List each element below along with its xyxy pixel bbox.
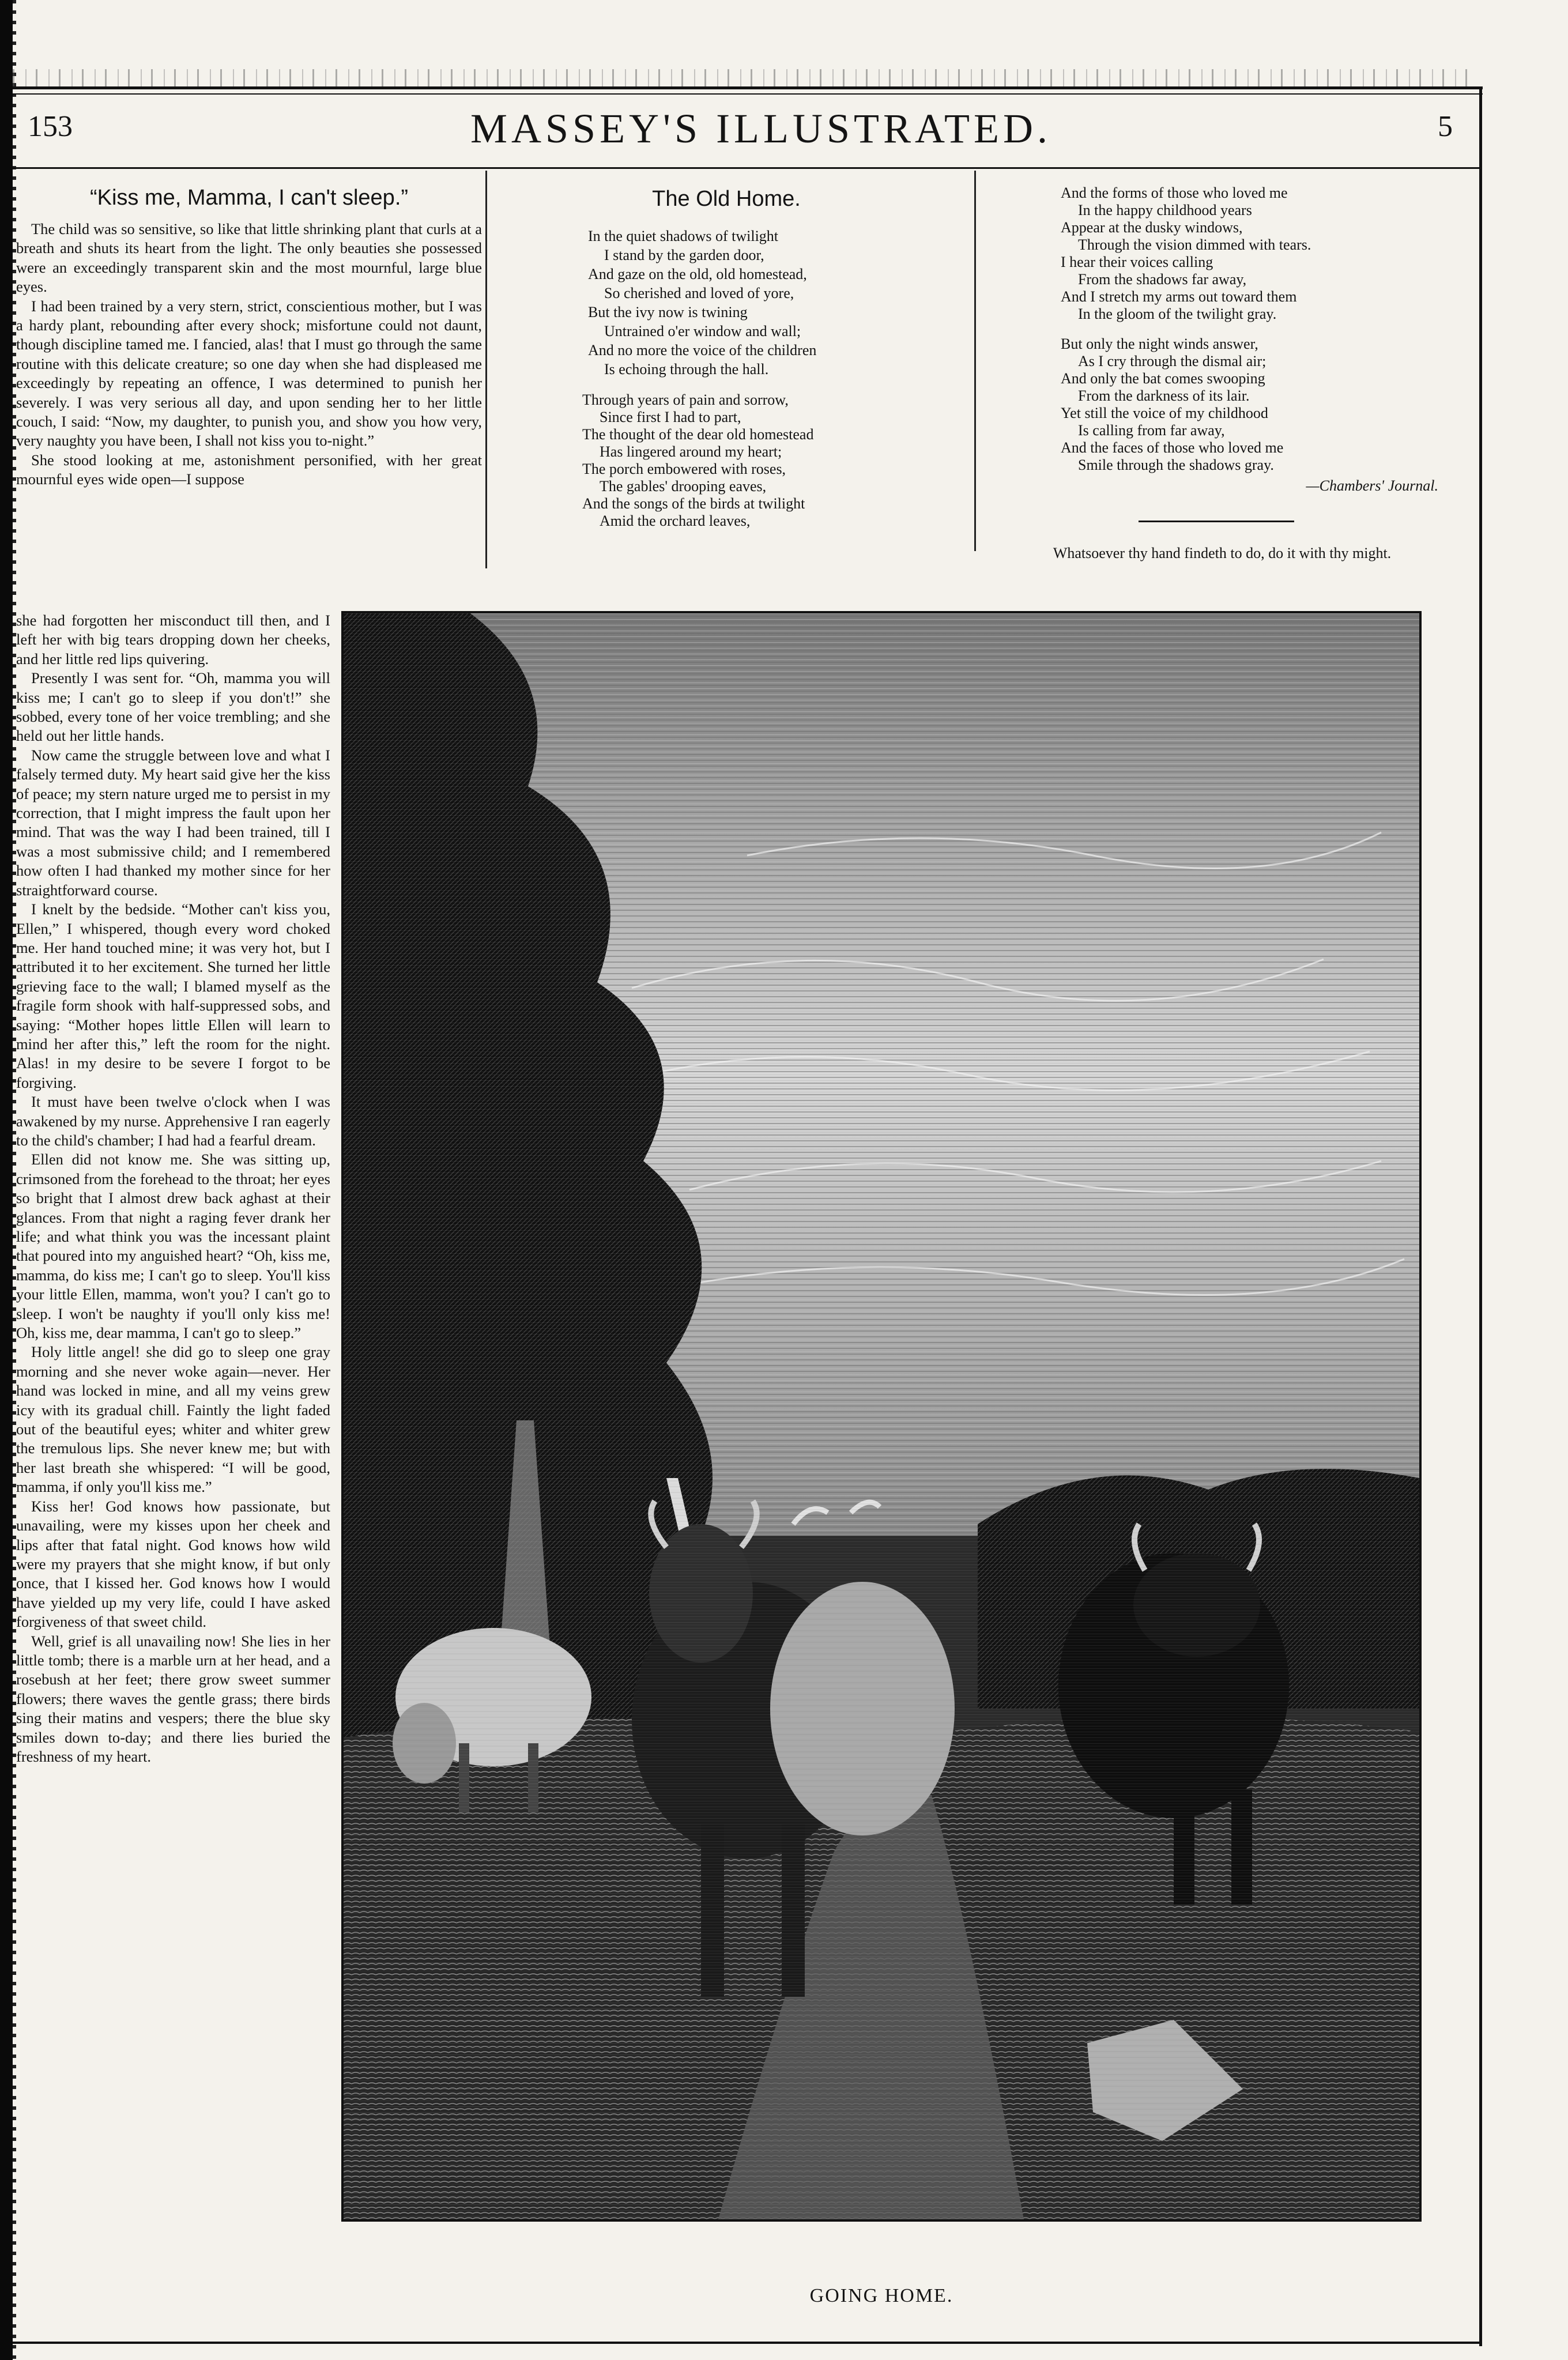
story-paragraph: she had forgotten her misconduct till then, and I left her with big tears dropping down her cheeks, and her little red lips quivering.: [16, 612, 330, 668]
poem-line: From the shadows far away,: [1078, 271, 1247, 288]
poem-line: Is echoing through the hall.: [604, 361, 769, 378]
page-number: 5: [1438, 110, 1453, 143]
poem-line: So cherished and loved of yore,: [604, 285, 794, 301]
poem-stanza-3: [1061, 184, 1461, 323]
story-paragraph: Holy little angel! she did go to sleep one gray morning and she never woke again—never. Her hand was locked in mine, and all my veins grew icy with its gradual chill. Faintly the light faded out of the beautiful eyes; whiter and whiter grew the tremulous lips. She never knew me; but with her last breath she whispered: “I will be good, mamma, if only you'll kiss me.”: [16, 1343, 330, 1496]
poem-line: Appear at the dusky windows,: [1061, 219, 1243, 236]
poem-line: But the ivy now is twining: [588, 304, 748, 321]
poem-credit: —Chambers' Journal.: [1306, 477, 1438, 494]
poem-title: The Old Home.: [652, 187, 801, 211]
poem-column: [496, 184, 957, 542]
poem-line: The thought of the dear old homestead: [582, 426, 814, 443]
poem-line: From the darkness of its lair.: [1078, 387, 1250, 404]
poem-line: And no more the voice of the children: [588, 342, 817, 359]
poem-line: The porch embowered with roses,: [582, 461, 786, 477]
story-paragraph: Ellen did not know me. She was sitting up, crimsoned from the forehead to the throat; her eyes so bright that I almost drew back aghast at their glances. From that night a raging fever drank her life; and what think you was the incessant plaint that poured into my anguished heart? “Oh, kiss me, mamma, do kiss me; I can't go to sleep. You'll kiss your little Ellen, mamma, won't you? I can't go to sleep. I won't be naughty if you'll only kiss me! Oh, kiss me, dear mamma, I can't go to sleep.”: [16, 1151, 330, 1342]
header-rule: [13, 167, 1479, 169]
masthead-title: MASSEY'S ILLUSTRATED.: [470, 105, 1052, 152]
poem-line: Through years of pain and sorrow,: [582, 391, 789, 408]
story-column: [16, 178, 482, 489]
poem-line: And I stretch my arms out toward them: [1061, 288, 1297, 305]
story-title: “Kiss me, Mamma, I can't sleep.”: [89, 186, 409, 210]
binding-spine: [0, 0, 13, 2360]
poem-line: And gaze on the old, old homestead,: [588, 266, 807, 282]
story-paragraph: She stood looking at me, astonishment personified, with her great mournful eyes wide open—I suppose: [16, 451, 482, 488]
poem-line: As I cry through the dismal air;: [1078, 353, 1267, 370]
illustration-caption: GOING HOME.: [809, 2285, 953, 2306]
engraving-artwork: [344, 613, 1419, 2219]
poem-line: Yet still the voice of my childhood: [1061, 405, 1268, 421]
story-paragraph: I knelt by the bedside. “Mother can't kiss you, Ellen,” I whispered, though every word choked me. Her hand touched mine; it was very hot, but I attributed it to her excitement. She turned her little grieving face to the wall; I blamed myself as the fragile form shook with half-suppressed sobs, and saying: “Mother hopes little Ellen will learn to mind her after this,” left the room for the night. Alas! in my desire to be severe I forgot to be forgiving.: [16, 900, 330, 1091]
poem-line: I stand by the garden door,: [604, 247, 764, 263]
poem-line: Is calling from far away,: [1078, 422, 1225, 439]
poem-line: Amid the orchard leaves,: [600, 512, 751, 529]
poem-stanza-4: [1061, 335, 1461, 474]
story-prose-wide: [16, 220, 482, 489]
section-rule: [1139, 521, 1294, 522]
poem-line: And only the bat comes swooping: [1061, 370, 1265, 387]
page-header: [0, 98, 1476, 156]
poem-column-continued: [992, 184, 1461, 495]
story-paragraph: Well, grief is all unavailing now! She lies in her little tomb; there is a marble urn at her head, and a rosebush at her feet; there grow sweet summer flowers; there waves the gentle grass; there birds sing their matins and vespers; there the blue sky smiles down to-day; and there lies buried the freshness of my heart.: [16, 1632, 330, 1765]
poem-line: And the songs of the birds at twilight: [582, 495, 805, 512]
poem-line: The gables' drooping eaves,: [600, 478, 767, 495]
poem-line: But only the night winds answer,: [1061, 335, 1258, 352]
poem-line: I hear their voices calling: [1061, 254, 1213, 270]
engraving-illustration: [341, 611, 1422, 2222]
torn-top-edge: [13, 69, 1477, 86]
poem-line: Has lingered around my heart;: [600, 443, 782, 460]
story-paragraph: Kiss her! God knows how passionate, but unavailing, were my kisses upon her cheek and lips after that fatal night. God knows how wild were my prayers that she might know, if but only once, that I kissed her. God knows how I would have yielded up my very life, could I have asked forgiveness of that sweet child.: [16, 1497, 330, 1631]
frame-right-rule: [1479, 86, 1482, 2346]
story-paragraph: Now came the struggle between love and what I falsely termed duty. My heart said give her the kiss of peace; my stern nature urged me to persist in my correction, that I might impress the fault upon her mind. That was the way I had been trained, till I was a most submissive child; and I remembered how often I had thanked my mother since for her straightforward course.: [16, 746, 330, 899]
poem-line: Since first I had to part,: [600, 409, 741, 425]
story-paragraph: The child was so sensitive, so like that little shrinking plant that curls at a breath and shuts its heart from the light. The only beauties she possessed were an exceedingly transparent skin and the most mournful, large blue eyes.: [16, 220, 482, 296]
poem-line: In the happy childhood years: [1078, 202, 1252, 218]
poem-line: Untrained o'er window and wall;: [604, 323, 801, 340]
story-paragraph: It must have been twelve o'clock when I was awakened by my nurse. Apprehensive I ran eagerly to the child's chamber; I had had a fearful dream.: [16, 1093, 330, 1149]
story-prose-narrow: [16, 611, 330, 1766]
poem-stanza-2: [582, 391, 957, 530]
column-rule-right: [974, 171, 976, 551]
poem-line: Through the vision dimmed with tears.: [1078, 236, 1311, 253]
proverb-line: Whatsoever thy hand findeth to do, do it with thy might.: [1053, 545, 1392, 561]
poem-line: And the forms of those who loved me: [1061, 184, 1288, 201]
poem-line: Smile through the shadows gray.: [1078, 457, 1274, 473]
column-rule-left: [485, 171, 487, 568]
poem-line: In the quiet shadows of twilight: [588, 228, 779, 244]
poem-stanza-1: [588, 227, 957, 379]
folio-number: 153: [28, 110, 73, 143]
poem-line: In the gloom of the twilight gray.: [1078, 306, 1277, 322]
story-paragraph: I had been trained by a very stern, strict, conscientious mother, but I was a hardy plant, rebounding after every shock; misfortune could not daunt, though discipline tamed me. I fancied, alas! that I must go through the same routine with this delicate creature; so one day when she had displeased me exceedingly by repeating an offence, I was determined to punish her severely. I was very serious all day, and upon sending her to her little couch, I said: “Now, my daughter, to punish you, and show you how very, very naughty you have been, I shall not kiss you to-night.”: [16, 297, 482, 450]
poem-line: And the faces of those who loved me: [1061, 439, 1284, 456]
frame-bottom-rule: [13, 2342, 1482, 2344]
story-column-narrow: [16, 611, 330, 1766]
frame-top-rule-thin: [13, 93, 1483, 95]
story-paragraph: Presently I was sent for. “Oh, mamma you will kiss me; I can't go to sleep if you don't!” she sobbed, every tone of her voice trembling; and she held out her little hands.: [16, 669, 330, 745]
frame-top-rule: [13, 86, 1483, 89]
